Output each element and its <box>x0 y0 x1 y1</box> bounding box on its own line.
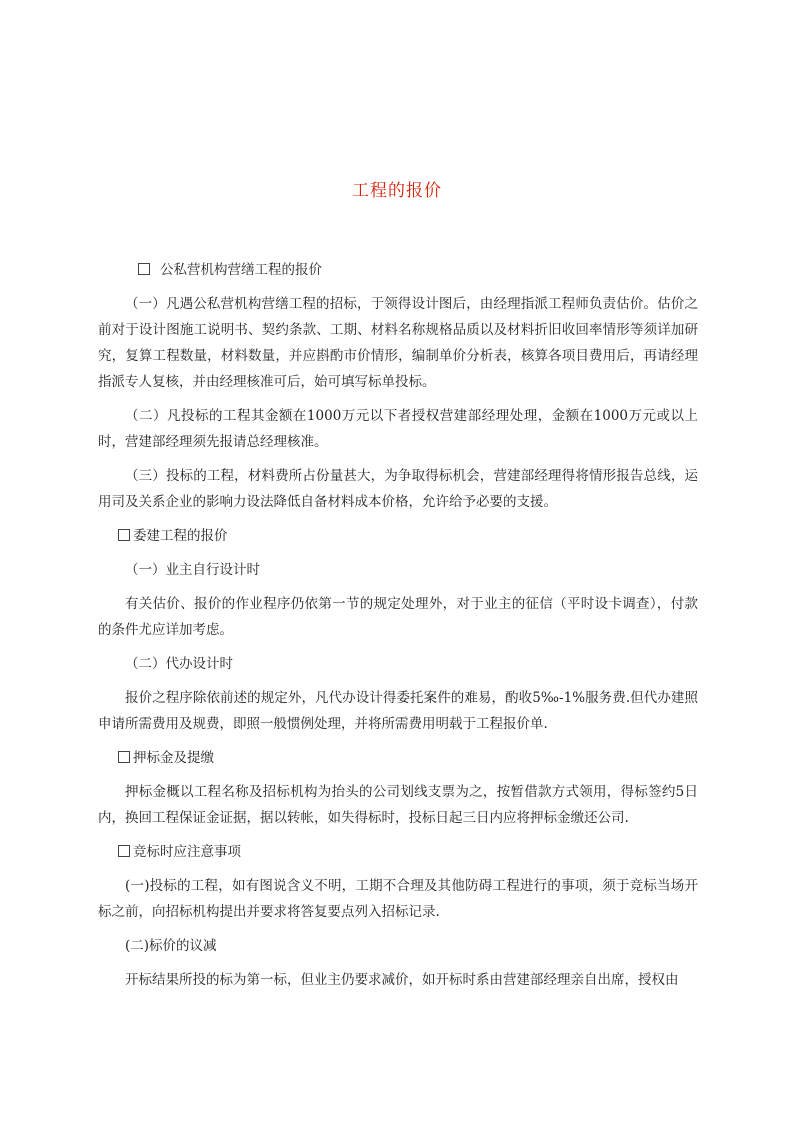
section-heading-2 <box>118 523 698 549</box>
document-body <box>98 257 698 1001</box>
paragraph: （二）凡投标的工程其金额在1000万元以下者授权营建部经理处理，金额在1000万元或以上时，营建部经理须先报请总经理核准。 <box>98 408 698 450</box>
paragraph: (一)投标的工程，如有图说含义不明，工期不合理及其他防碍工程进行的事项，须于竞标当场开标之前，向招标机构提出并要求将答复要点列入招标记录. <box>98 878 698 920</box>
subheading: （二）代办设计时 <box>125 656 233 672</box>
paragraph: （三）投标的工程，材料费所占份量甚大，为争取得标机会，营建部经理得将情形报告总线，运用司及关系企业的影响力设法降低自备材料成本价格，允许给予必要的支援。 <box>98 468 698 510</box>
checkbox-square-icon <box>118 845 130 857</box>
section-heading-3 <box>118 745 698 771</box>
section-heading-1 <box>138 257 698 283</box>
subheading: (二)标价的议减 <box>125 938 217 954</box>
document-title: 工程的报价 <box>352 181 442 201</box>
subheading: （一）业主自行设计时 <box>125 562 260 578</box>
section-heading-4 <box>118 839 698 865</box>
section-heading-text: 竞标时应注意事项 <box>133 844 241 860</box>
paragraph: 报价之程序除依前述的规定外，凡代办设计得委托案件的难易，酌收5‰-1%服务费.但代办建照申请所需费用及规费，即照一般惯例处理，并将所需费用明载于工程报价单. <box>98 690 698 732</box>
checkbox-square-icon <box>118 529 130 541</box>
checkbox-square-icon <box>118 751 130 763</box>
paragraph: （一）凡遇公私营机构营缮工程的招标，于领得设计图后，由经理指派工程师负责估价。估价之前对于设计图施工说明书、契约条款、工期、材料名称规格品质以及材料折旧收回率情形等须详加研究，复算工程数量，材料数量，并应斟酌市价情形，编制单价分析表，核算各项目费用后，再请经理指派专人复核，并由经理核准可后，始可填写标单投标。 <box>98 296 698 390</box>
paragraph: 有关估价、报价的作业程序仍依第一节的规定处理外，对于业主的征信（平时设卡调查），付款的条件尤应详加考虑。 <box>98 596 698 638</box>
section-heading-text: 委建工程的报价 <box>133 528 228 544</box>
paragraph: 押标金概以工程名称及招标机构为抬头的公司划线支票为之，按暂借款方式领用，得标签约5日内，换回工程保证金证据，据以转帐，如失得标时，投标日起三日内应将押标金缴还公司. <box>98 784 698 826</box>
checkbox-square-icon <box>138 263 150 275</box>
section-heading-text: 公私营机构营缮工程的报价 <box>160 262 322 278</box>
paragraph: 开标结果所投的标为第一标，但业主仍要求减价，如开标时系由营建部经理亲自出席，授权由 <box>125 972 679 988</box>
section-heading-text: 押标金及提缴 <box>133 750 214 766</box>
